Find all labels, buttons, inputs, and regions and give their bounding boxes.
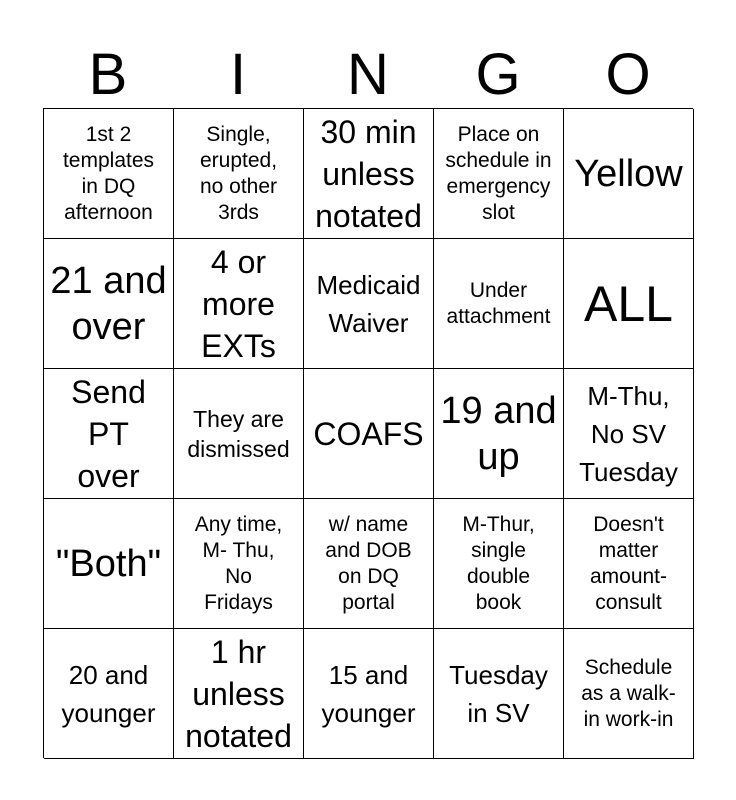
cell-text: 15 and younger [321,659,416,728]
bingo-cell-r4-c2[interactable] [174,499,304,629]
bingo-cell-r5-c3[interactable] [304,629,434,759]
bingo-cell-r3-c1[interactable] [44,369,174,499]
cell-text: 20 and younger [61,659,156,728]
cell-text: Under attachment [446,278,551,328]
bingo-cell-r3-c5[interactable] [564,369,694,499]
bingo-cell-r1-c4[interactable] [434,109,564,239]
bingo-cell-r2-c3[interactable] [304,239,434,369]
bingo-cell-r4-c5[interactable] [564,499,694,629]
header-letter-n: N [347,42,389,107]
bingo-cell-r5-c4[interactable] [434,629,564,759]
cell-text: Send PT over [71,373,146,494]
bingo-header [43,42,693,108]
header-letter-i: I [229,42,247,107]
bingo-cell-r2-c5[interactable] [564,239,694,369]
cell-text: ALL [584,275,673,332]
bingo-cell-r4-c1[interactable] [44,499,174,629]
bingo-cell-r1-c1[interactable] [44,109,174,239]
cell-text: 1 hr unless notated [185,633,292,754]
cell-text: M-Thu, No SV Tuesday [579,380,678,487]
bingo-cell-r1-c3[interactable] [304,109,434,239]
bingo-cell-r4-c3[interactable] [304,499,434,629]
cell-text: 19 and up [440,389,557,478]
cell-text: Any time, M- Thu, No Fridays [194,512,283,614]
header-letter-o: O [605,42,651,107]
cell-text: M-Thur, single double book [462,512,535,614]
bingo-cell-r1-c5[interactable] [564,109,694,239]
cell-text: "Both" [55,542,162,585]
bingo-cell-r2-c4[interactable] [434,239,564,369]
cell-text: Schedule as a walk- in work-in [581,655,676,731]
bingo-cell-r1-c2[interactable] [174,109,304,239]
header-letter-b: B [88,42,128,107]
bingo-cell-r3-c3[interactable] [304,369,434,499]
cell-text: Tuesday in SV [449,659,548,728]
bingo-cell-r3-c2[interactable] [174,369,304,499]
bingo-cell-r3-c4[interactable] [434,369,564,499]
bingo-cell-r2-c1[interactable] [44,239,174,369]
cell-text: 1st 2 templates in DQ afternoon [62,122,155,224]
cell-text: Single, erupted, no other 3rds [199,122,278,224]
header-letter-g: G [475,42,521,107]
bingo-board [43,108,693,758]
cell-text: w/ name and DOB on DQ portal [325,512,412,614]
cell-text: 30 min unless notated [315,113,422,234]
cell-text: Place on schedule in emergency slot [445,122,552,224]
cell-text: Medicaid Waiver [316,269,421,338]
bingo-cell-r5-c2[interactable] [174,629,304,759]
bingo-cell-r2-c2[interactable] [174,239,304,369]
cell-text: Yellow [574,152,683,195]
cell-text: COAFS [313,415,424,452]
cell-text: 21 and over [50,259,167,348]
cell-text: 4 or more EXTs [201,243,276,364]
bingo-cell-r4-c4[interactable] [434,499,564,629]
cell-text: Doesn't matter amount- consult [589,512,668,614]
bingo-cell-r5-c1[interactable] [44,629,174,759]
cell-text: They are dismissed [187,405,290,462]
bingo-cell-r5-c5[interactable] [564,629,694,759]
